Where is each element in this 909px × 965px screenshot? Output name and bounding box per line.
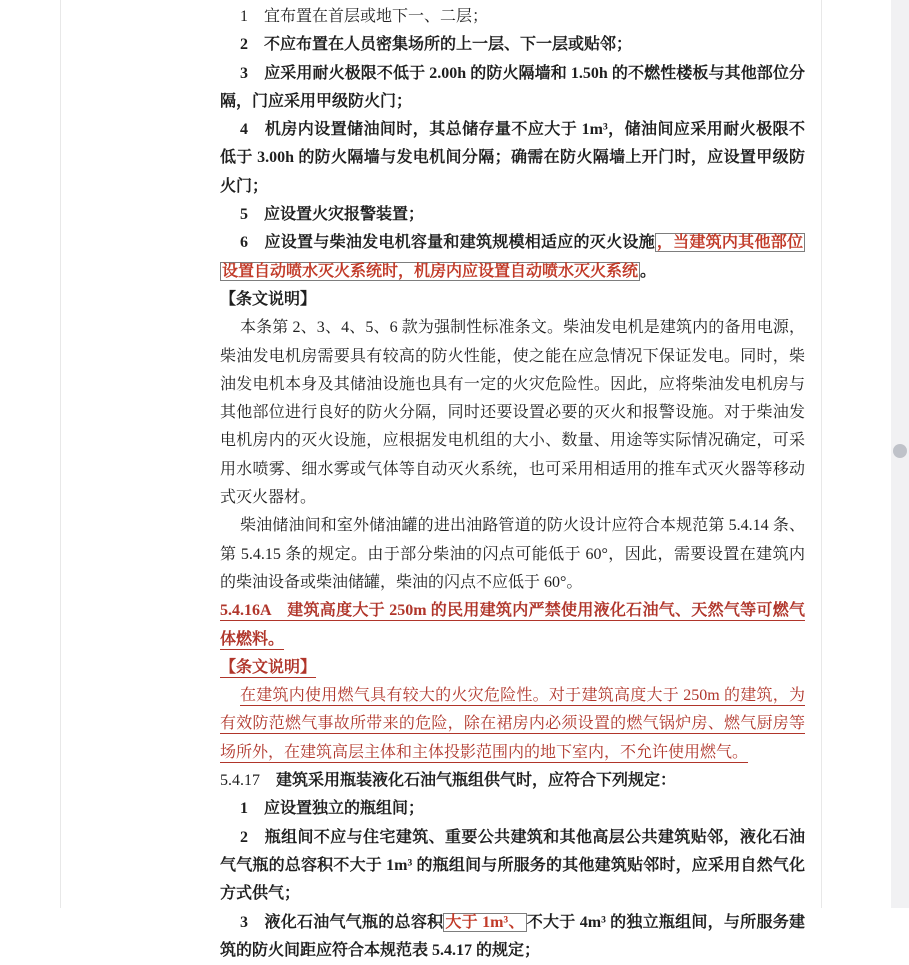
clause-5-4-17: [220, 767, 805, 795]
clause-5-4-16-item-4: [220, 116, 805, 201]
clause-5-4-16-item-3: [220, 60, 805, 117]
text-segment: 。: [640, 263, 656, 280]
text-segment: 6 应设置与柴油发电机容量和建筑规模相适应的灭火设施: [240, 234, 655, 251]
scrollbar-thumb[interactable]: [893, 444, 907, 458]
text-segment: 3 液化石油气气瓶的总容积: [240, 914, 443, 931]
text-segment: 5.4.16A 建筑高度大于 250m 的民用建筑内严禁使用液化石油气、天然气等可燃气体燃料。: [220, 602, 805, 647]
text-segment: ，当建筑内其他部位设置自动喷水灭火系统时，机房内应设置自动喷水灭火系统: [220, 233, 805, 280]
clause-5-4-17-item-3: [220, 909, 805, 965]
clause-5-4-16-item-6: [220, 229, 805, 286]
explanation-heading-red: [220, 654, 805, 682]
text-segment: 1 宜布置在首层或地下一、二层；: [240, 8, 488, 25]
clause-5-4-16-item-1: [220, 3, 805, 31]
text-segment: 在建筑内使用燃气具有较大的火灾危险性。对于建筑高度大于 250m 的建筑，为有效防范燃气事故所带来的危险，除在裙房内必须设置的燃气锅炉房、燃气厨房等场所外，在建筑高层主体和主体投影范围内的地下室内，不允许使用燃气。: [220, 687, 805, 761]
clause-5-4-16-item-5: [220, 201, 805, 229]
scrollbar-track[interactable]: [891, 0, 909, 908]
text-segment: 不大于 4m³ 的独立瓶组间，与所服务建筑的防火间距应符合本规范表 5.4.17 的规定；: [220, 914, 805, 959]
text-segment: 建筑采用瓶装液化石油气瓶组供气时，应符合下列规定：: [276, 772, 676, 789]
text-segment: 5.4.17: [220, 772, 276, 789]
document-page: [60, 0, 822, 908]
text-segment: 3 应采用耐火极限不低于 2.00h 的防火隔墙和 1.50h 的不燃性楼板与其他部位分隔，门应采用甲级防火门；: [220, 65, 805, 110]
document-body: [220, 3, 805, 965]
text-segment: 2 不应布置在人员密集场所的上一层、下一层或贴邻；: [240, 36, 632, 53]
clause-5-4-17-item-2: [220, 824, 805, 909]
explanation-para-3: [220, 682, 805, 767]
text-segment: 本条第 2、3、4、5、6 款为强制性标准条文。柴油发电机是建筑内的备用电源，柴油发电机房需要具有较高的防火性能，使之能在应急情况下保证发电。同时，柴油发电机本身及其储油设施也具有一定的火灾危险性。因此，应将柴油发电机房与其他部位进行良好的防火分隔，同时还要设置必要的灭火和报警设施。对于柴油发电机房内的灭火设施，应根据发电机组的大小、数量、用途等实际情况确定，可采用水喷雾、细水雾或气体等自动灭火系统，也可采用相适用的推车式灭火器等移动式灭火器材。: [220, 319, 805, 506]
text-segment: 4 机房内设置储油间时，其总储存量不应大于 1m³，储油间应采用耐火极限不低于 3.00h 的防火隔墙与发电机间分隔；确需在防火隔墙上开门时，应设置甲级防火门；: [220, 121, 805, 195]
text-segment: 【条文说明】: [220, 659, 316, 676]
text-segment: 【条文说明】: [220, 291, 316, 308]
text-segment: 大于 1m³、: [443, 913, 526, 932]
text-segment: 1 应设置独立的瓶组间；: [240, 800, 424, 817]
clause-5-4-16A: [220, 597, 805, 654]
clause-5-4-17-item-1: [220, 795, 805, 823]
text-segment: 5 应设置火灾报警装置；: [240, 206, 424, 223]
text-segment: 2 瓶组间不应与住宅建筑、重要公共建筑和其他高层公共建筑贴邻，液化石油气气瓶的总容积不大于 1m³ 的瓶组间与所服务的其他建筑贴邻时，应采用自然气化方式供气；: [220, 829, 805, 903]
explanation-para-1: [220, 314, 805, 512]
explanation-para-2: [220, 512, 805, 597]
explanation-heading-black: [220, 286, 805, 314]
text-segment: 柴油储油间和室外储油罐的进出油路管道的防火设计应符合本规范第 5.4.14 条、第 5.4.15 条的规定。由于部分柴油的闪点可能低于 60°，因此，需要设置在建筑内的柴油设备或柴油储罐，柴油的闪点不应低于 60°。: [220, 517, 805, 591]
clause-5-4-16-item-2: [220, 31, 805, 59]
